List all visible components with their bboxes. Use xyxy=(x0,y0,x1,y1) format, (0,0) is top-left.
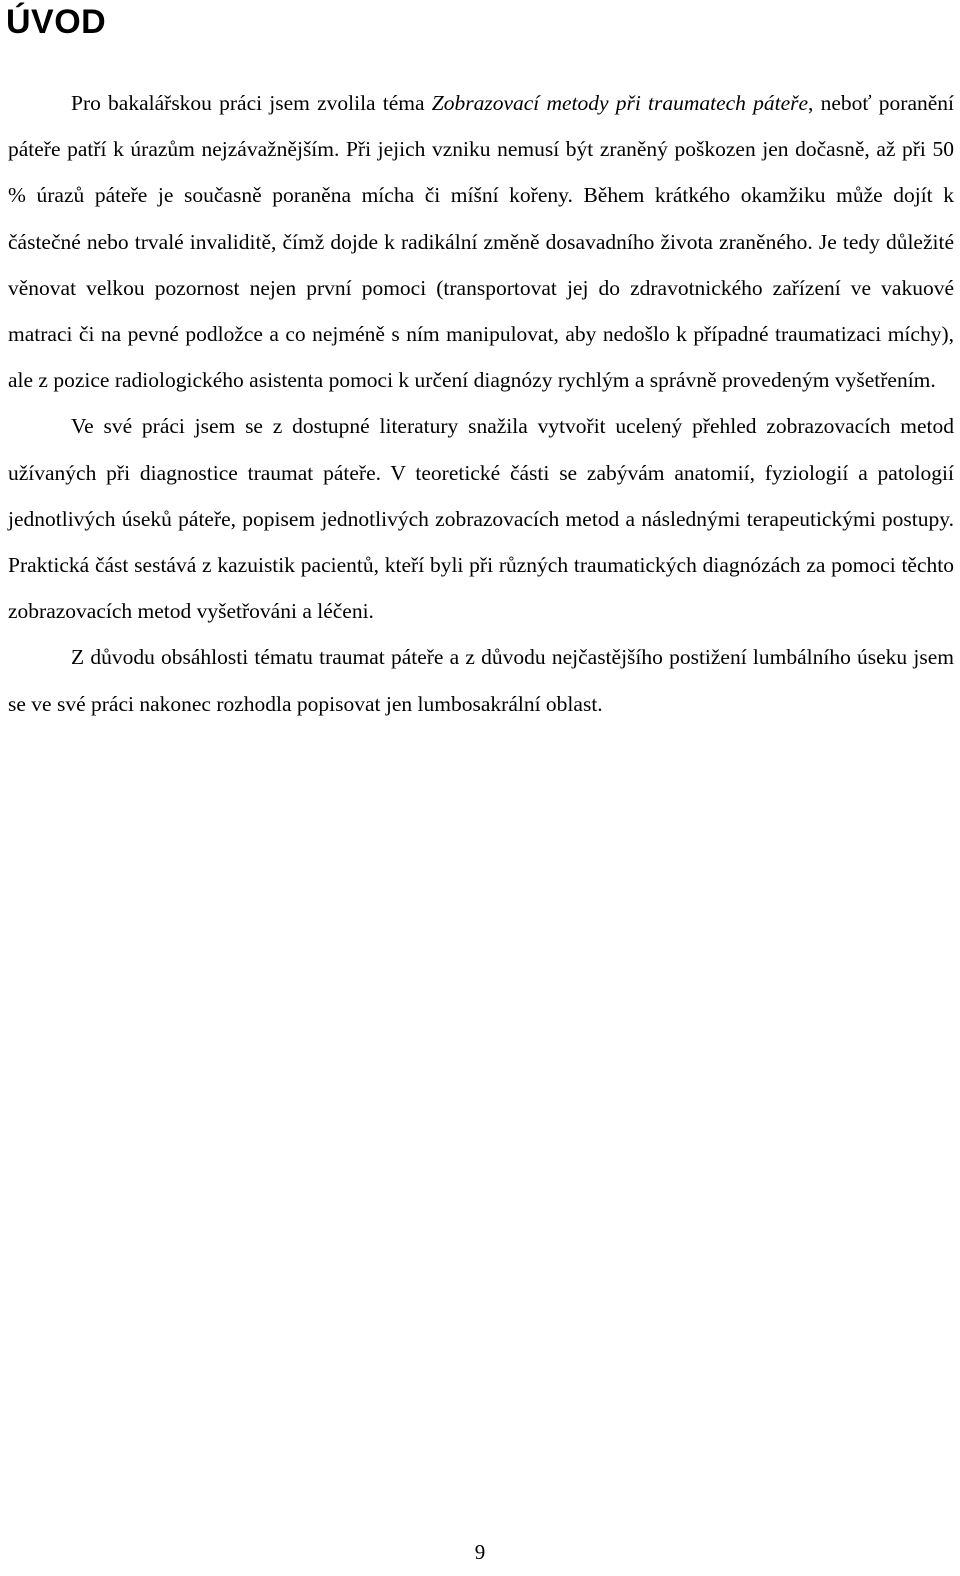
paragraph-1-run-3: , neboť poranění páteře patří k úrazům nejzávažnějším. Při jejich vzniku nemusí být zraněný poškozen jen dočasně, až při 50 % úrazů páteře je současně poraněna mícha či míšní kořeny. Během krátkého okamžiku může dojít k částečné nebo trvalé invaliditě, čímž dojde k radikální změně dosavadního života zraněného. Je tedy důležité věnovat velkou pozornost nejen první pomoci (transportovat jej do zdravotnického zařízení ve vakuové matraci či na pevné podložce a co nejméně s ním manipulovat, aby nedošlo k případné traumatizaci míchy), ale z pozice radiologického asistenta pomoci k určení diagnózy rychlým a správně provedeným vyšetřením. xyxy=(8,91,954,393)
section-heading: ÚVOD xyxy=(6,3,107,41)
paragraph-2-run-1: Ve své práci jsem se z dostupné literatury snažila vytvořit ucelený přehled zobrazovacích metod užívaných při diagnostice traumat páteře. V teoretické části se zabývám anatomií, fyziologií a patologií jednotlivých úseků páteře, popisem jednotlivých zobrazovacích metod a následnými terapeutickými postupy. Praktická část sestává z kazuistik pacientů, kteří byli při různých traumatických diagnózách za pomoci těchto zobrazovacích metod vyšetřováni a léčeni. xyxy=(8,414,954,624)
paragraph-1 xyxy=(8,80,954,403)
paragraph-3 xyxy=(8,634,954,726)
thesis-title-italic: Zobrazovací metody při traumatech páteře xyxy=(431,91,809,115)
paragraph-1-run-1: Pro bakalářskou práci jsem zvolila téma xyxy=(71,91,432,115)
body-text xyxy=(8,80,954,727)
paragraph-3-run-1: Z důvodu obsáhlosti tématu traumat páteře a z důvodu nejčastějšího postižení lumbálního úseku jsem se ve své práci nakonec rozhodla popisovat jen lumbosakrální oblast. xyxy=(8,645,954,716)
paragraph-2 xyxy=(8,403,954,634)
page-number: 9 xyxy=(474,1540,486,1564)
